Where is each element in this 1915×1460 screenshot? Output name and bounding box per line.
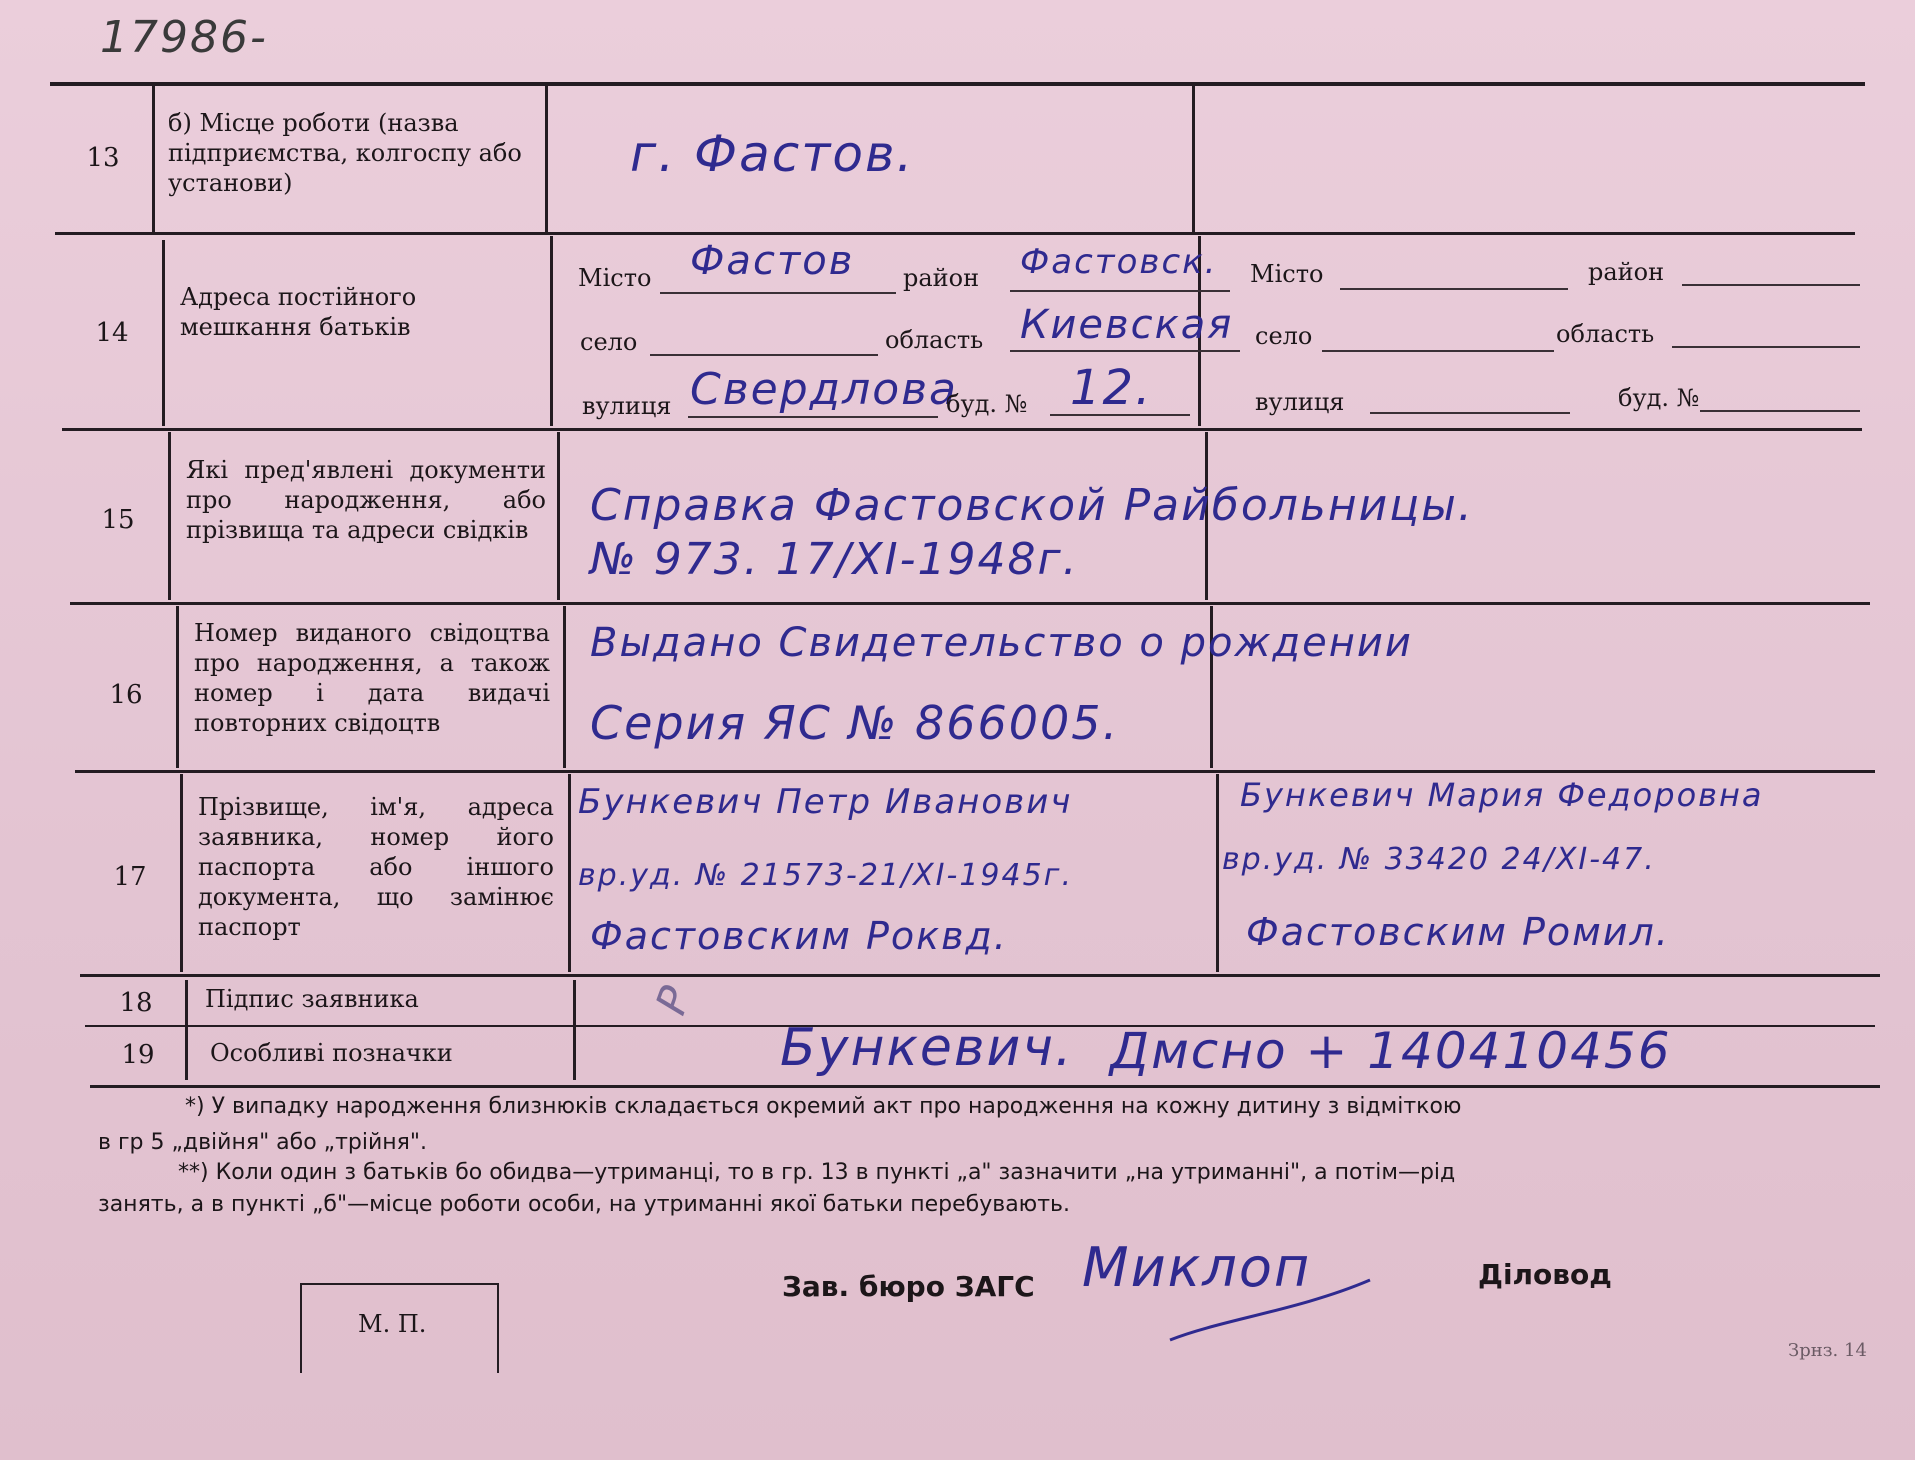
footnote-1-continued: в гр 5 „двійня" або „трійня". — [98, 1130, 428, 1155]
row-number: 17 — [113, 862, 147, 892]
col-divider-label — [563, 606, 566, 768]
address-label-house: буд. № — [946, 390, 1028, 418]
field-line — [1682, 284, 1860, 286]
field-line — [688, 416, 938, 418]
row18-mark: Р — [645, 978, 702, 1021]
field-line — [1322, 350, 1554, 352]
row-divider — [80, 974, 1880, 977]
row17-mother-issuer: Фастовским Ромил. — [1246, 910, 1670, 954]
field-line — [1370, 412, 1570, 414]
address-label-village: село — [1255, 322, 1313, 350]
address-label-region: область — [885, 326, 984, 354]
row-label: Особливі позначки — [210, 1039, 453, 1067]
father-district: Фастовск. — [1020, 242, 1218, 282]
form-code: Зрнз. 14 — [1788, 1340, 1867, 1361]
col-divider-label — [573, 980, 576, 1080]
row17-father-issuer: Фастовским Роквд. — [590, 914, 1008, 958]
clerk-label: Діловод — [1478, 1258, 1612, 1291]
father-region: Киевская — [1020, 302, 1234, 348]
row-divider — [75, 770, 1875, 773]
field-line — [1672, 346, 1860, 348]
signature-flourish — [1160, 1260, 1380, 1350]
row17-father-document: вр.уд. № 21573-21/XI-1945г. — [578, 858, 1073, 893]
row17-father-name: Бункевич Петр Иванович — [578, 782, 1073, 822]
address-label-street: вулиця — [582, 392, 672, 420]
father-city: Фастов — [690, 238, 855, 284]
row-divider — [70, 602, 1870, 605]
address-label-city: Місто — [578, 264, 652, 292]
address-label-village: село — [580, 328, 638, 356]
row-divider — [55, 232, 1855, 235]
col-divider-label — [557, 432, 560, 600]
footnote-1: *) У випадку народження близнюків складається окремий акт про народження на кожну дитину з відміткою — [185, 1094, 1462, 1119]
col-divider-num — [162, 240, 165, 426]
row15-document-line2: № 973. 17/XI-1948г. — [590, 534, 1079, 585]
row15-document-line1: Справка Фастовской Райбольницы. — [590, 480, 1474, 531]
row-number: 16 — [109, 680, 143, 710]
address-label-street: вулиця — [1255, 388, 1345, 416]
row-label: Номер виданого свідоцтва про народження, а також номер і дата видачі повторних свідоцтв — [194, 619, 550, 737]
footnote-2: **) Коли один з батьків бо обидва—утриманці, то в гр. 13 в пункті „а" зазначити „на утриманні", а потім—рід — [178, 1160, 1456, 1185]
head-signature: Миклоп — [1082, 1236, 1312, 1299]
head-label: Зав. бюро ЗАГС — [782, 1270, 1035, 1303]
row19-special-note: Дмсно + 140410456 — [1110, 1022, 1672, 1080]
address-label-district: район — [903, 264, 980, 292]
row16-certificate-line1: Выдано Свидетельство о рождении — [590, 620, 1413, 666]
footnote-2-continued: занять, а в пункті „б"—місце роботи особи, на утриманні якої батьки перебувають. — [98, 1192, 1070, 1217]
col-divider-num — [176, 606, 179, 768]
row-number: 19 — [121, 1040, 155, 1070]
field-line — [1700, 410, 1860, 412]
row-number: 13 — [86, 143, 120, 173]
row-label: Прізвище, ім'я, адреса заявника, номер його паспорта або іншого документа, що замінює паспорт — [198, 793, 554, 941]
address-label-house: буд. № — [1618, 384, 1700, 412]
row-divider — [62, 428, 1862, 431]
row-label: Які пред'явлені документи про народження, або прізвища та адреси свідків — [186, 456, 546, 544]
table-top-rule — [50, 82, 1865, 86]
col-divider-parents — [1216, 774, 1219, 972]
col-divider-num — [180, 774, 183, 972]
col-divider-parents — [1192, 86, 1195, 232]
row17-mother-name: Бункевич Мария Федоровна — [1240, 776, 1764, 814]
table-bottom-rule — [90, 1085, 1880, 1088]
row-label: Підпис заявника — [205, 985, 419, 1013]
col-divider-label — [545, 86, 548, 232]
col-divider-num — [185, 980, 188, 1080]
stamp-place-label: М. П. — [358, 1310, 427, 1338]
row-label: Адреса постійного мешкання батьків — [180, 283, 417, 341]
row-label: б) Місце роботи (назва підприємства, колгоспу або установи) — [168, 109, 522, 197]
address-label-district: район — [1588, 258, 1665, 286]
row19-applicant-signature: Бункевич. — [780, 1018, 1074, 1078]
field-line — [1010, 290, 1230, 292]
col-divider-num — [152, 86, 155, 232]
father-house: 12. — [1070, 360, 1153, 416]
field-line — [660, 292, 896, 294]
address-label-city: Місто — [1250, 260, 1324, 288]
col-divider-num — [168, 432, 171, 600]
row17-mother-document: вр.уд. № 33420 24/XI-47. — [1222, 842, 1656, 877]
father-street: Свердлова — [690, 364, 959, 415]
field-line — [650, 354, 878, 356]
row-number: 14 — [95, 318, 129, 348]
row13-father-value: г. Фастов. — [630, 125, 915, 183]
col-divider-label — [568, 774, 571, 972]
row16-certificate-line2: Серия ЯС № 866005. — [590, 696, 1120, 750]
address-label-region: область — [1556, 320, 1655, 348]
field-line — [1010, 350, 1240, 352]
row-number: 18 — [119, 988, 153, 1018]
field-line — [1340, 288, 1568, 290]
archive-number: 17986- — [100, 12, 268, 63]
col-divider-label — [550, 236, 553, 426]
row-number: 15 — [101, 505, 135, 535]
